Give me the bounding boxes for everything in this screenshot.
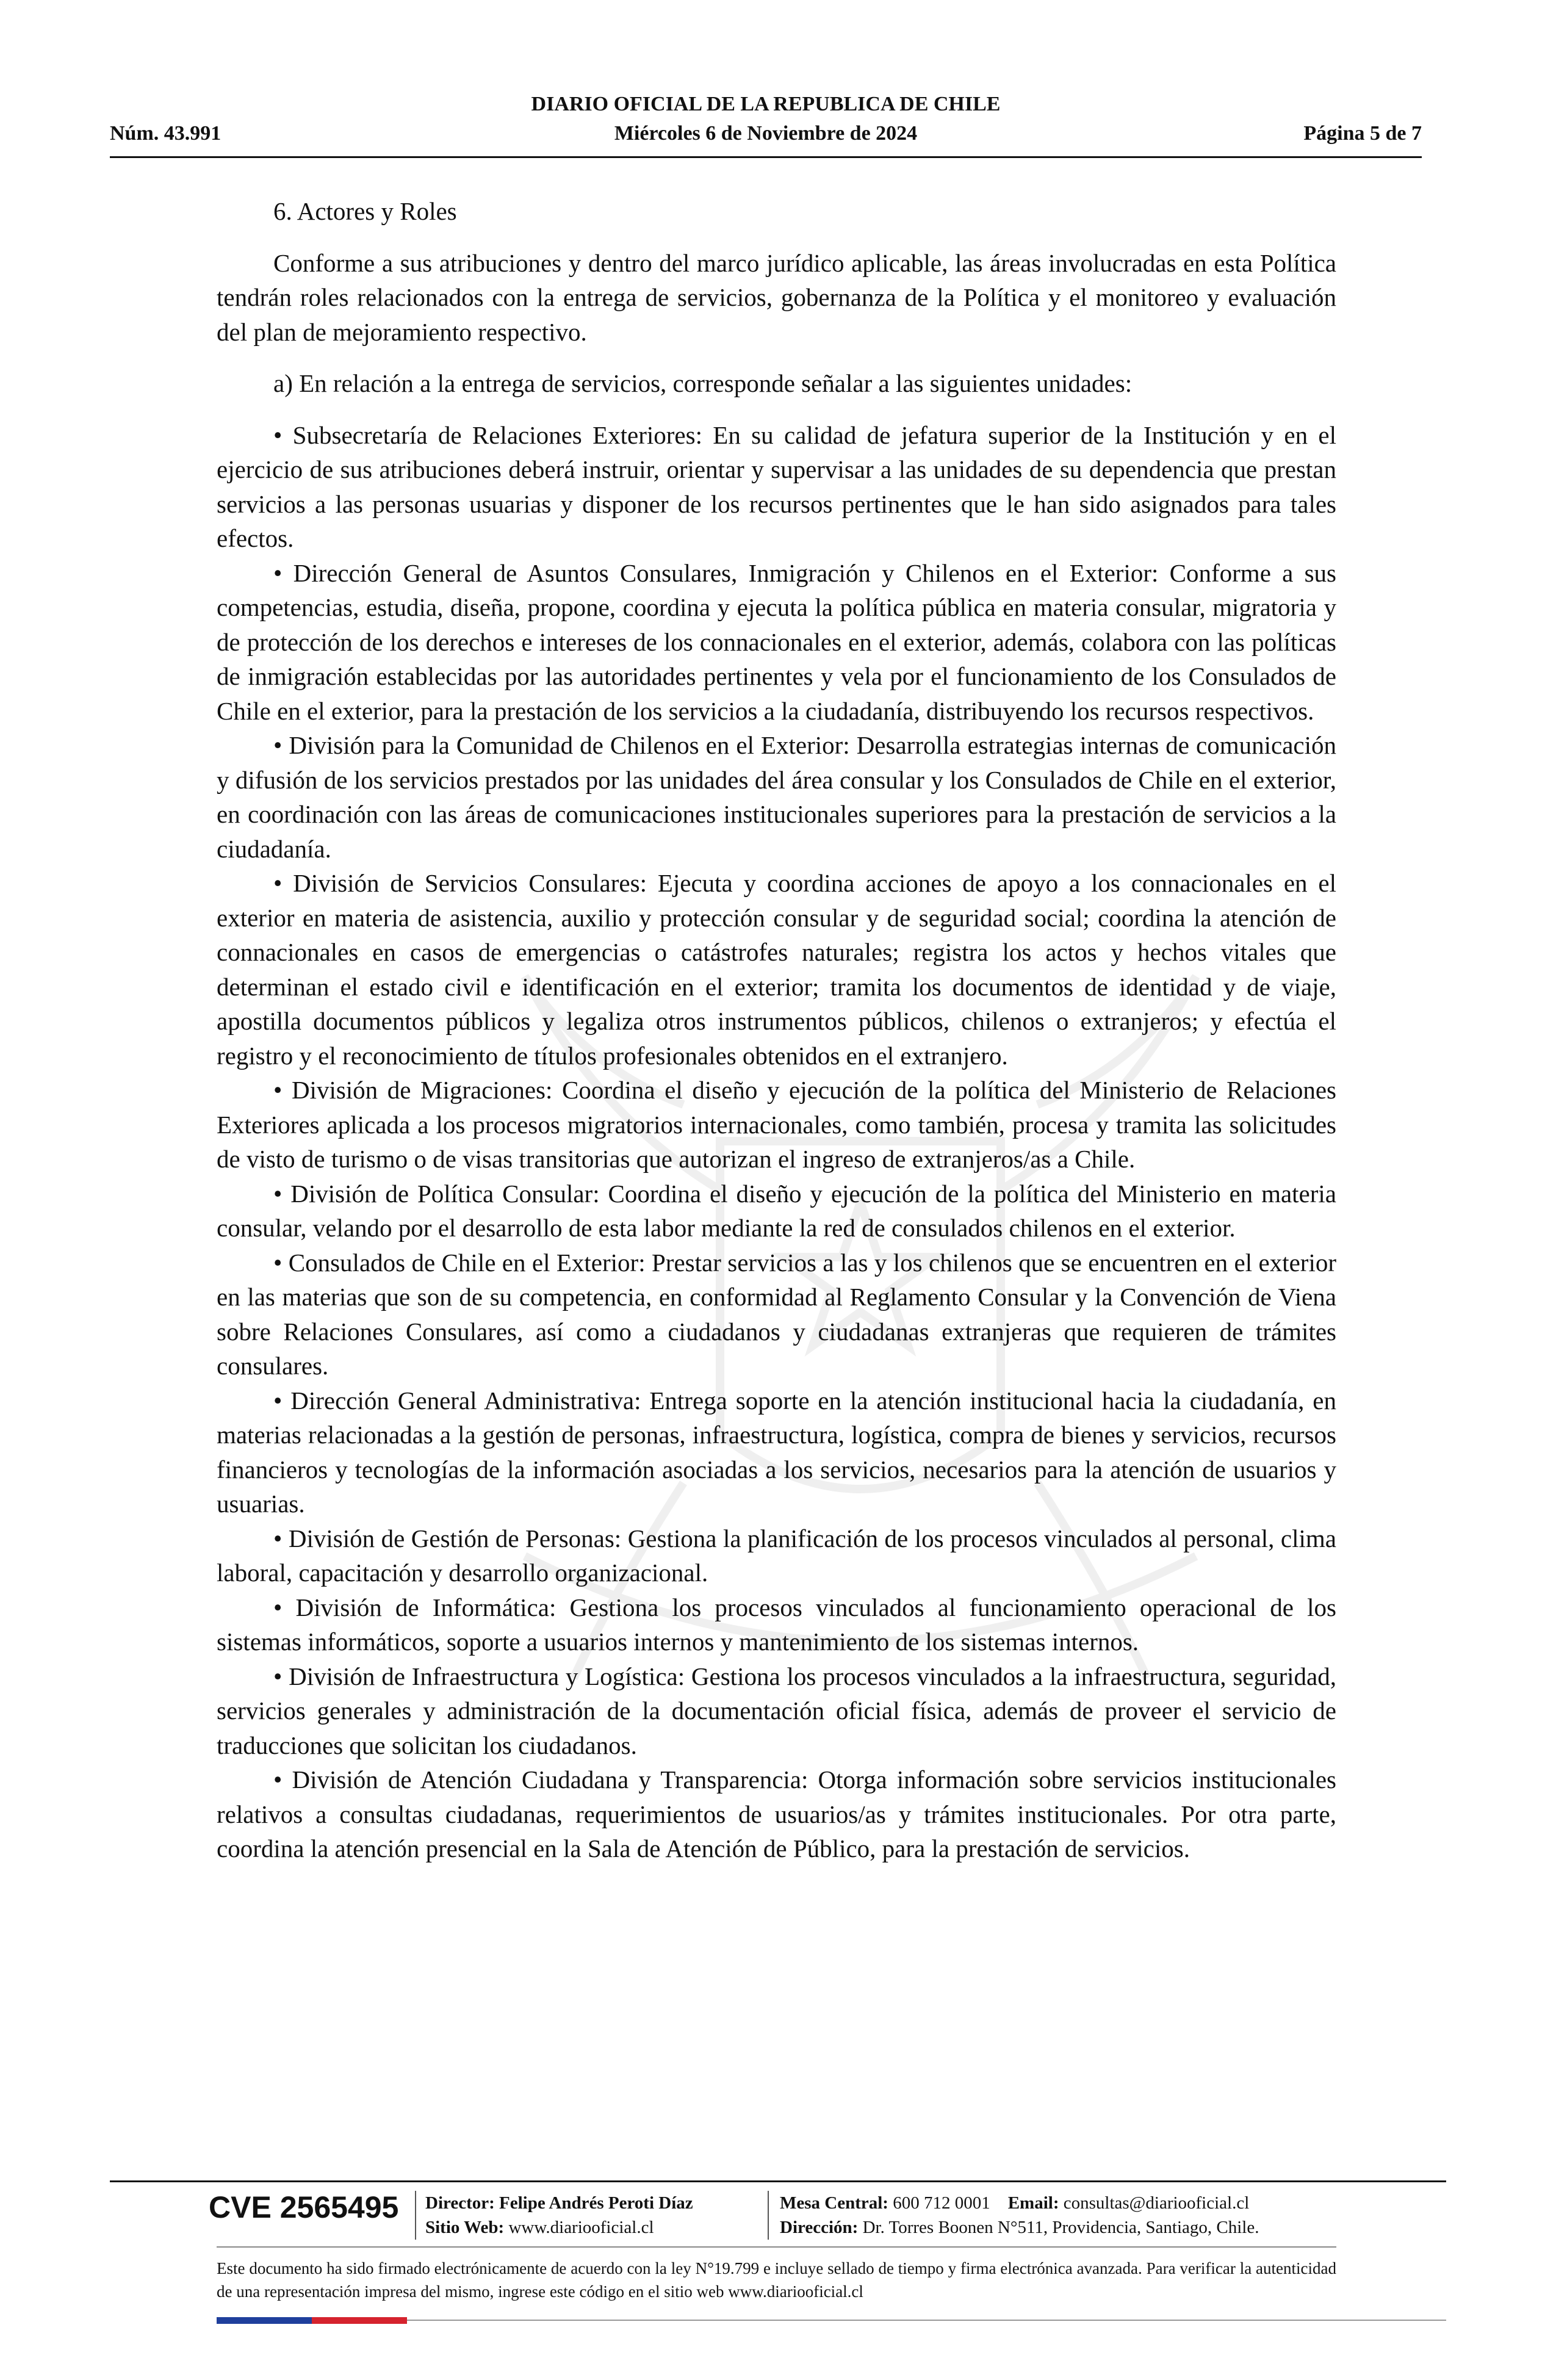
address-text: Dr. Torres Boonen N°511, Providencia, Santiago, Chile. xyxy=(862,2218,1259,2237)
list-item: • Consulados de Chile en el Exterior: Prestar servicios a las y los chilenos que se encuentren en el exterior en las materias que son de su competencia, en conformidad al Reglamento Consular y la Convención de Viena sobre Relaciones Consulares, así como a ciudadanos y ciudadanas extranjeras que requieren de trámites consulares. xyxy=(217,1248,1336,1380)
list-item: • División de Informática: Gestiona los procesos vinculados al funcionamiento operacional de los sistemas informáticos, soporte a usuarios internos y mantenimiento de los sistemas internos. xyxy=(217,1593,1336,1656)
footer-note-divider xyxy=(217,2246,1336,2248)
list-item: • División de Gestión de Personas: Gestiona la planificación de los procesos vinculados al personal, clima laboral, capacitación y desarrollo organizacional. xyxy=(217,1524,1336,1587)
flag-stripe-icon xyxy=(217,2317,407,2324)
issue-date: Miércoles 6 de Noviembre de 2024 xyxy=(614,122,918,145)
web-label: Sitio Web: xyxy=(425,2218,505,2237)
cve-code: CVE 2565495 xyxy=(209,2190,399,2224)
email-link[interactable]: consultas@diariooficial.cl xyxy=(1063,2193,1250,2213)
footer-divider xyxy=(110,2180,1446,2182)
list-item: • Subsecretaría de Relaciones Exteriores: En su calidad de jefatura superior de la Institución y en el ejercicio de sus atribuciones deberá instruir, orientar y supervisar a las unidades de su dependencia que prestan servicios a las personas usuarias y disponer de los recursos pertinentes que le han sido asignados para tales efectos. xyxy=(217,420,1336,552)
section-heading: 6. Actores y Roles xyxy=(273,197,457,225)
signature-note: Este documento ha sido firmado electrónicamente de acuerdo con la ley N°19.799 e incluye sellado de tiempo y firma electrónica avanzada. Para verificar la autenticidad de una representación impresa del mismo, ingrese este código en el sitio web www.diariooficial.cl xyxy=(217,2259,1336,2301)
email-label: Email: xyxy=(1007,2193,1059,2213)
list-item: • Dirección General de Asuntos Consulares, Inmigración y Chilenos en el Exterior: Conforme a sus competencias, estudia, diseña, propone, coordina y ejecuta la política pública en materia consular, migratoria y de protección de los derechos e intereses de los connacionales en el exterior, además, colabora con las políticas de inmigración establecidas por las autoridades pertinentes y vela por el funcionamiento de los Consulados de Chile en el exterior, para la prestación de los servicios a la ciudadanía, distribuyendo los recursos respectivos. xyxy=(217,558,1336,725)
list-item: • División de Migraciones: Coordina el diseño y ejecución de la política del Ministerio de Relaciones Exteriores aplicada a los procesos migratorios internacionales, como también, procesa y tramita las solicitudes de visto de turismo o de visas transitorias que autorizan el ingreso de extranjeros/as a Chile. xyxy=(217,1076,1336,1173)
footer-contact-block xyxy=(780,2191,1259,2240)
director-label: Director: xyxy=(425,2193,495,2213)
footer-bottom-rule xyxy=(407,2320,1446,2321)
newspaper-title: DIARIO OFICIAL DE LA REPUBLICA DE CHILE xyxy=(531,93,1001,115)
paragraph: a) En relación a la entrega de servicios, corresponde señalar a las siguientes unidades: xyxy=(273,369,1133,397)
document-body xyxy=(217,194,1336,1866)
list-item: • División para la Comunidad de Chilenos en el Exterior: Desarrolla estrategias internas de comunicación y difusión de los servicios prestados por las unidades del área consular y los Consulados de Chile en el exterior, en coordinación con las áreas de comunicaciones institucionales superiores para la prestación de servicios a la ciudadanía. xyxy=(217,731,1336,863)
footer-separator xyxy=(415,2191,416,2240)
web-link[interactable]: www.diariooficial.cl xyxy=(508,2218,654,2237)
list-item: • Dirección General Administrativa: Entrega soporte en la atención institucional hacia la ciudadanía, en materias relacionadas a la gestión de personas, infraestructura, logística, compra de bienes y servicios, recursos financieros y tecnologías de la información asociadas a los servicios, necesarios para la atención de usuarios y usuarias. xyxy=(217,1386,1336,1518)
page-number: Página 5 de 7 xyxy=(1303,122,1422,145)
address-label: Dirección: xyxy=(780,2218,859,2237)
footer-director-block xyxy=(425,2191,693,2240)
mesa-label: Mesa Central: xyxy=(780,2193,888,2213)
mesa-phone: 600 712 0001 xyxy=(893,2193,990,2213)
footer-separator xyxy=(768,2191,769,2240)
list-item: • División de Política Consular: Coordina el diseño y ejecución de la política del Ministerio en materia consular, velando por el desarrollo de esta labor mediante la red de consulados chilenos en el exterior. xyxy=(217,1179,1336,1242)
list-item: • División de Atención Ciudadana y Transparencia: Otorga información sobre servicios institucionales relativos a consultas ciudadanas, requerimientos de usuarios/as y trámites institucionales. Por otra parte, coordina la atención presencial en la Sala de Atención de Público, para la prestación de servicios. xyxy=(217,1765,1336,1863)
header-divider xyxy=(110,156,1422,158)
page-header xyxy=(110,93,1422,154)
director-name: Felipe Andrés Peroti Díaz xyxy=(499,2193,693,2213)
list-item: • División de Servicios Consulares: Ejecuta y coordina acciones de apoyo a los connacionales en el exterior en materia de asistencia, auxilio y protección consular y de seguridad social; coordina la atención de connacionales en casos de emergencias o catástrofes naturales; registra los actos y hechos vitales que determinan el estado civil e identificación en el exterior; tramita los documentos de identidad y de viaje, apostilla documentos públicos y legaliza otros instrumentos públicos, chilenos o extranjeros; y efectúa el registro y el reconocimiento de títulos profesionales obtenidos en el extranjero. xyxy=(217,869,1336,1070)
paragraph: Conforme a sus atribuciones y dentro del marco jurídico aplicable, las áreas involucradas en esta Política tendrán roles relacionados con la entrega de servicios, gobernanza de la Política y el monitoreo y evaluación del plan de mejoramiento respectivo. xyxy=(217,248,1336,346)
list-item: • División de Infraestructura y Logística: Gestiona los procesos vinculados a la infraestructura, seguridad, servicios generales y administración de la documentación oficial física, además de proveer el servicio de traducciones que solicitan los ciudadanos. xyxy=(217,1662,1336,1759)
issue-number: Núm. 43.991 xyxy=(110,122,222,145)
